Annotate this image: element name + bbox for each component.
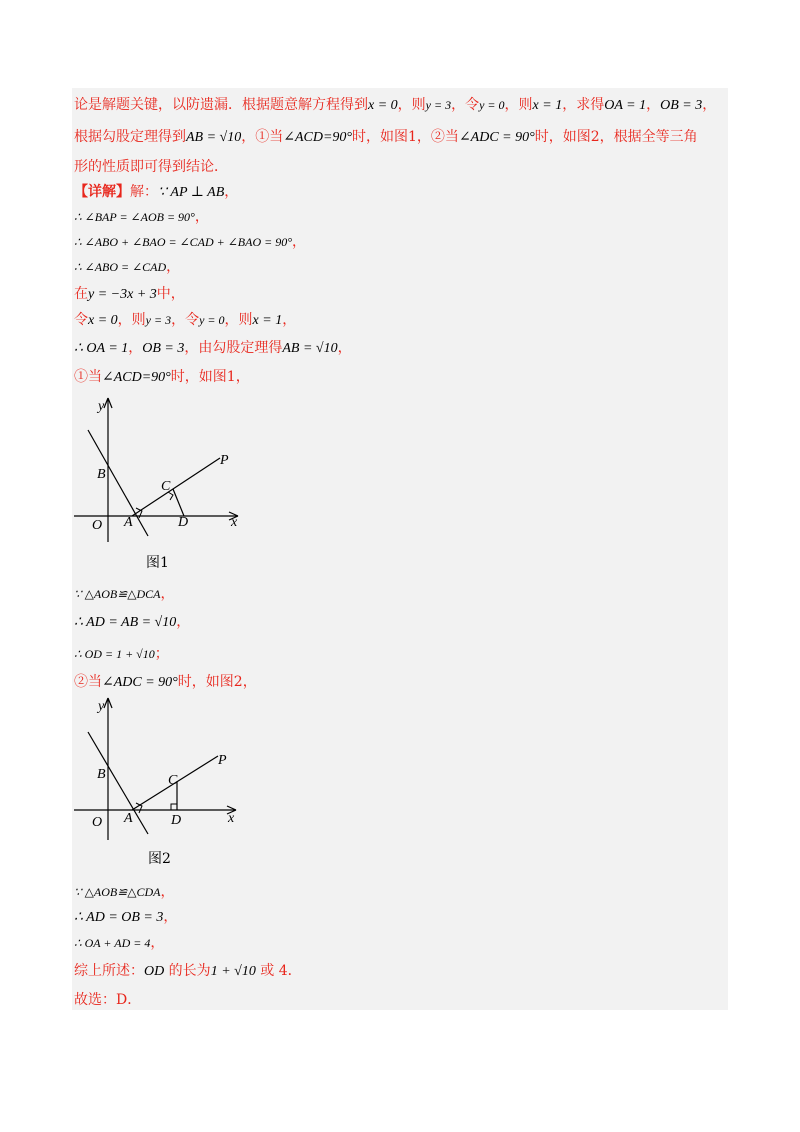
label-p: P — [220, 453, 229, 468]
text-line-8: 在y = −3x + 3中， — [74, 286, 185, 302]
text-line-10: ∴ OA = 1，OB = 3，由勾股定理得AB = √10， — [74, 340, 352, 356]
figure-1-caption: 图1 — [146, 555, 169, 571]
text-line-18: ∴ OA + AD = 4， — [74, 935, 165, 951]
text-line-detail: 【详解】解：∵ AP ⊥ AB， — [74, 184, 239, 200]
text-line-15: ②当∠ADC = 90°时，如图2， — [74, 674, 257, 690]
label-c: C — [168, 773, 178, 788]
label-d: D — [171, 813, 182, 828]
ray-ap — [132, 458, 220, 516]
text-line-answer: 故选：D． — [74, 992, 142, 1008]
label-y: y — [98, 699, 105, 714]
text-line-5: ∴ ∠BAP = ∠AOB = 90°， — [74, 209, 209, 225]
text-line-2: 根据勾股定理得到AB = √10，①当∠ACD=90°时，如图1，②当∠ADC = 90°时，如图2，根据全等三角 — [74, 129, 698, 145]
label-d: D — [178, 515, 189, 530]
text-line-1: 论是解题关键，以防遗漏．根据题意解方程得到x = 0，则y = 3，令y = 0，则x = 1，求得OA = 1，OB = 3， — [74, 97, 717, 113]
text-line-16: ∵ △AOB≌△CDA， — [74, 884, 175, 900]
segment-cd — [173, 489, 184, 516]
label-x: x — [228, 811, 235, 826]
label-o: O — [92, 815, 103, 830]
text-line-17: ∴ AD = OB = 3， — [74, 909, 178, 925]
figure-1 — [70, 392, 260, 552]
label-c: C — [161, 479, 171, 494]
label-b: B — [97, 767, 106, 782]
text-line-11: ①当∠ACD=90°时，如图1， — [74, 369, 250, 385]
text-line-14: ∴ OD = 1 + √10； — [74, 646, 169, 662]
label-a: A — [124, 515, 133, 530]
text-line-3: 形的性质即可得到结论． — [74, 159, 228, 175]
text-line-6: ∴ ∠ABO + ∠BAO = ∠CAD + ∠BAO = 90°， — [74, 234, 307, 250]
label-p: P — [218, 753, 227, 768]
text-line-conclusion: 综上所述：OD 的长为1 + √10 或 4． — [74, 963, 302, 979]
figure-2-caption: 图2 — [148, 851, 171, 867]
label-b: B — [97, 467, 106, 482]
label-a: A — [124, 811, 133, 826]
label-x: x — [231, 515, 238, 530]
text-line-9: 令x = 0，则y = 3，令y = 0，则x = 1， — [74, 312, 297, 328]
figure-2 — [70, 692, 260, 848]
text-line-7: ∴ ∠ABO = ∠CAD， — [74, 259, 181, 275]
label-o: O — [92, 518, 103, 533]
text-line-12: ∵ △AOB≌△DCA， — [74, 586, 175, 602]
text-line-13: ∴ AD = AB = √10， — [74, 614, 191, 630]
label-y: y — [98, 399, 105, 414]
